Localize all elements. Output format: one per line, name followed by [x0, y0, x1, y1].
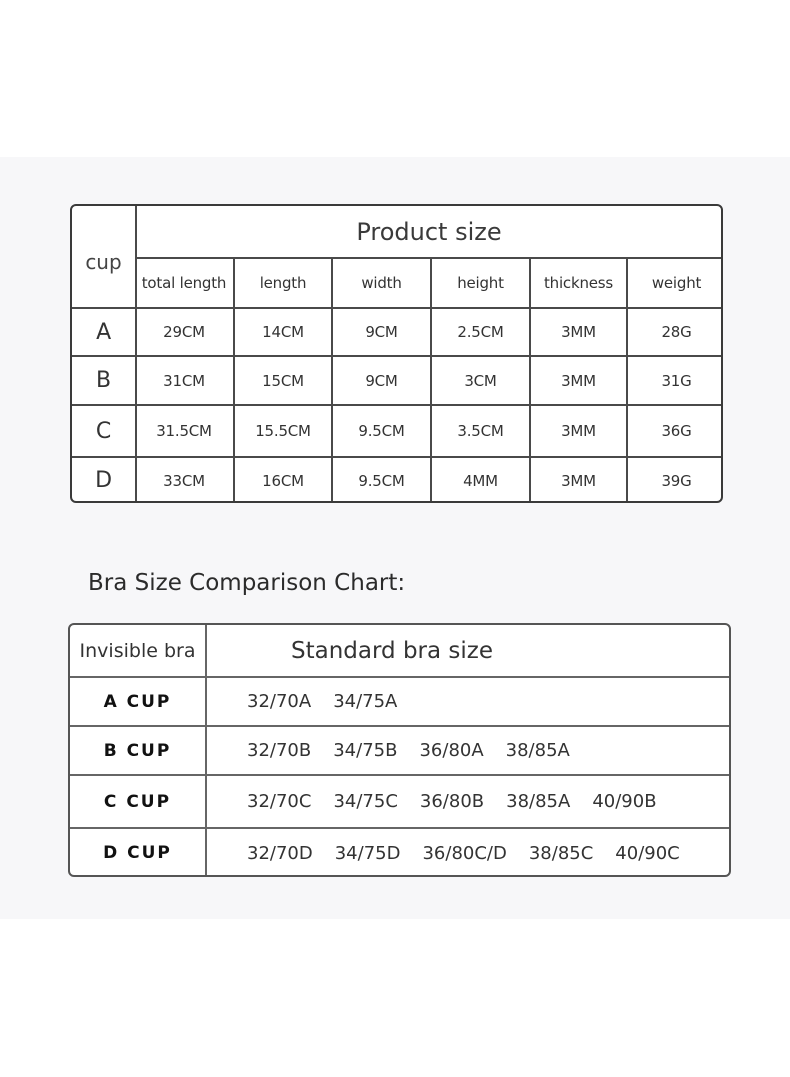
table-cell: 28G	[661, 323, 692, 341]
table-cell: 3MM	[561, 323, 596, 341]
col-header-weight: weight	[651, 274, 702, 292]
row-cup-d: D	[95, 468, 112, 493]
col-header-length: length	[259, 274, 307, 292]
bra-cup-c: C CUP	[103, 791, 172, 812]
col-header-thickness: thickness	[543, 274, 614, 292]
table-cell: 14CM	[262, 323, 304, 341]
size-value: 32/70D	[247, 842, 313, 864]
table-cell: 3MM	[561, 471, 596, 490]
table-cell: 31.5CM	[156, 422, 212, 440]
size-value: 38/85A	[505, 740, 570, 761]
table-cell: 33CM	[163, 471, 205, 490]
bra-cup-b: B CUP	[103, 740, 172, 761]
bra-sizes-d	[207, 829, 731, 877]
bra-sizes-a	[207, 678, 731, 725]
comparison-title: Bra Size Comparison Chart:	[88, 570, 406, 596]
product-size-table	[70, 204, 723, 503]
row-cup-b: B	[96, 368, 111, 393]
size-value: 34/75A	[333, 691, 398, 712]
table-cell: 3CM	[464, 371, 497, 390]
size-value: 36/80C/D	[422, 842, 507, 864]
table-cell: 9CM	[365, 323, 398, 341]
table-cell: 3.5CM	[457, 422, 504, 440]
bra-sizes-c	[207, 776, 731, 827]
table-cell: 9.5CM	[358, 422, 405, 440]
bra-size-comparison-table	[68, 623, 731, 877]
row-cup-c: C	[95, 418, 112, 444]
bra-cup-d: D CUP	[103, 843, 172, 863]
size-value: 32/70A	[247, 691, 312, 712]
bra-sizes-b	[207, 727, 731, 774]
table-cell: 15.5CM	[255, 422, 311, 440]
table-cell: 4MM	[463, 471, 498, 490]
table-cell: 9.5CM	[358, 471, 405, 490]
size-value: 32/70C	[247, 791, 312, 812]
size-value: 40/90B	[592, 791, 657, 812]
table-cell: 29CM	[163, 323, 205, 341]
standard-size-header: Standard bra size	[291, 638, 494, 664]
size-value: 34/75C	[333, 791, 398, 812]
size-value: 38/85A	[506, 791, 571, 812]
size-value: 38/85C	[528, 842, 594, 864]
bra-cup-a: A CUP	[103, 691, 172, 712]
table-cell: 36G	[661, 422, 692, 440]
table-cell: 16CM	[262, 471, 304, 490]
size-value: 36/80B	[419, 791, 485, 812]
table-cell: 3MM	[561, 371, 596, 390]
cup-header: cup	[85, 250, 122, 274]
product-size-title: Product size	[356, 218, 502, 246]
size-value: 34/75D	[334, 842, 401, 864]
table-cell: 2.5CM	[457, 323, 504, 341]
size-value: 32/70B	[247, 740, 312, 761]
col-header-height: height	[457, 274, 504, 292]
table-cell: 9CM	[365, 371, 398, 390]
col-header-total-length: total length	[141, 274, 227, 292]
table-cell: 39G	[661, 471, 692, 490]
size-value: 36/80A	[419, 740, 484, 761]
table-cell: 31CM	[163, 371, 205, 390]
col-header-width: width	[361, 274, 402, 292]
table-cell: 15CM	[262, 371, 304, 390]
invisible-bra-header: Invisible bra	[79, 640, 196, 662]
table-cell: 3MM	[561, 422, 596, 440]
size-value: 40/90C	[615, 842, 680, 864]
size-value: 34/75B	[333, 740, 398, 761]
table-cell: 31G	[661, 371, 692, 390]
row-cup-a: A	[96, 319, 111, 345]
